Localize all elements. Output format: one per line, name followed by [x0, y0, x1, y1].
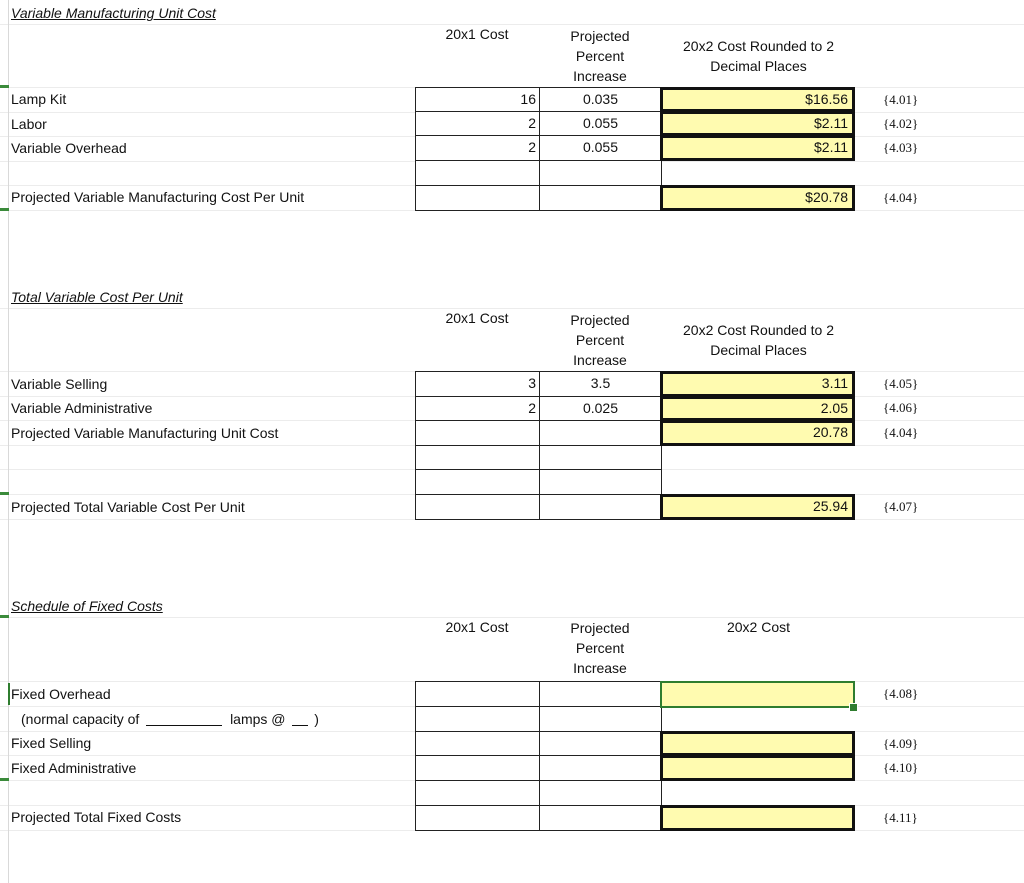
ref-label: {4.03}: [883, 140, 919, 155]
cell-empty[interactable]: [539, 805, 662, 831]
ref-label: {4.11}: [883, 810, 918, 825]
col-header-line: 20x2 Cost Rounded to 2: [683, 38, 834, 54]
ref-label: {4.02}: [883, 116, 919, 131]
cell-variable-admin-pct[interactable]: 0.025: [539, 396, 662, 421]
section-title-fixed-costs: Schedule of Fixed Costs: [11, 598, 163, 614]
col-header-20x1-cost: 20x1 Cost: [445, 619, 509, 635]
price-blank[interactable]: [292, 724, 308, 726]
col-header-20x2-cost: 20x2 Cost: [726, 619, 791, 635]
cell-empty[interactable]: [539, 185, 662, 211]
cell-variable-selling-pct[interactable]: 3.5: [539, 371, 662, 397]
ref-label: {4.08}: [883, 686, 919, 701]
cell-empty[interactable]: [415, 706, 540, 732]
cell-empty[interactable]: [415, 469, 540, 495]
cell-fixed-admin-20x2[interactable]: [660, 755, 855, 781]
col-header-line: Percent: [575, 48, 625, 64]
cell-empty[interactable]: [539, 706, 662, 732]
col-header-projected-percent: [539, 26, 661, 86]
row-label-lamp-kit: Lamp Kit: [11, 91, 67, 107]
col-header-line: Increase: [573, 660, 627, 676]
fill-handle[interactable]: [849, 703, 858, 712]
col-header-line: Increase: [573, 352, 627, 368]
ref-label: {4.05}: [883, 376, 919, 391]
row-label-projected-var-mfg-unit-cost: Projected Variable Manufacturing Unit Cost: [11, 425, 279, 441]
ref-label: {4.01}: [883, 92, 919, 107]
col-header-line: Projected: [570, 312, 630, 328]
col-header-20x1-cost: 20x1 Cost: [445, 310, 509, 326]
cell-lamp-kit-20x2[interactable]: $16.56: [660, 87, 855, 112]
cell-empty[interactable]: [539, 160, 662, 186]
cell-labor-cost[interactable]: 2: [415, 111, 540, 136]
cell-variable-admin-cost[interactable]: 2: [415, 396, 540, 421]
cell-empty[interactable]: [539, 755, 662, 781]
col-header-line: Percent: [575, 332, 625, 348]
row-label-fixed-selling: Fixed Selling: [11, 735, 92, 751]
col-header-line: Decimal Places: [710, 342, 807, 358]
row-label-projected-total-var-cost: Projected Total Variable Cost Per Unit: [11, 499, 245, 515]
cell-variable-selling-cost[interactable]: 3: [415, 371, 540, 397]
col-header-projected-percent: [539, 310, 661, 370]
cell-empty[interactable]: [539, 681, 662, 707]
cell-variable-selling-20x2[interactable]: 3.11: [660, 371, 855, 397]
cell-empty[interactable]: [415, 420, 540, 446]
cell-projected-var-mfg-20x2[interactable]: $20.78: [660, 185, 855, 211]
cell-empty[interactable]: [539, 780, 662, 806]
capacity-suffix: ): [314, 711, 319, 727]
cell-variable-overhead-pct[interactable]: 0.055: [539, 135, 662, 161]
cell-empty[interactable]: [539, 469, 662, 495]
cell-empty[interactable]: [415, 185, 540, 211]
cell-projected-total-fixed-20x2[interactable]: [660, 805, 855, 831]
cell-empty[interactable]: [415, 755, 540, 781]
cell-empty[interactable]: [415, 445, 540, 470]
cell-fixed-selling-20x2[interactable]: [660, 731, 855, 756]
cell-empty[interactable]: [539, 731, 662, 756]
row-label-variable-administrative: Variable Administrative: [11, 400, 153, 416]
row-label-variable-overhead: Variable Overhead: [11, 140, 127, 156]
ref-label: {4.07}: [883, 499, 919, 514]
cell-variable-overhead-cost[interactable]: 2: [415, 135, 540, 161]
cell-empty[interactable]: [539, 445, 662, 470]
cell-fixed-overhead-20x2-selected[interactable]: [660, 681, 855, 708]
cell-lamp-kit-pct[interactable]: 0.035: [539, 87, 662, 112]
cell-labor-20x2[interactable]: $2.11: [660, 111, 855, 136]
col-header-line: Decimal Places: [710, 58, 807, 74]
col-header-line: Percent: [575, 640, 625, 656]
cell-empty[interactable]: [415, 681, 540, 707]
col-header-line: 20x2 Cost Rounded to 2: [683, 322, 834, 338]
col-header-line: Projected: [570, 620, 630, 636]
cell-variable-admin-20x2[interactable]: 2.05: [660, 396, 855, 421]
row-label-fixed-overhead: Fixed Overhead: [11, 686, 111, 702]
cell-empty[interactable]: [415, 160, 540, 186]
section-title-variable-manufacturing: Variable Manufacturing Unit Cost: [11, 5, 216, 21]
row-label-variable-selling: Variable Selling: [11, 376, 108, 392]
cell-empty[interactable]: [539, 420, 662, 446]
capacity-prefix: (normal capacity of: [21, 711, 140, 727]
ref-label: {4.04}: [883, 425, 919, 440]
cell-projected-total-var-20x2[interactable]: 25.94: [660, 494, 855, 520]
cell-projected-var-mfg-unit-20x2[interactable]: 20.78: [660, 420, 855, 446]
col-header-20x1-cost: 20x1 Cost: [445, 26, 509, 42]
row-label-normal-capacity: [21, 710, 319, 728]
cell-empty[interactable]: [415, 494, 540, 520]
section-title-total-variable-cost: Total Variable Cost Per Unit: [11, 289, 183, 305]
col-header-rounded: [661, 320, 856, 360]
cell-labor-pct[interactable]: 0.055: [539, 111, 662, 136]
ref-label: {4.04}: [883, 190, 919, 205]
ref-label: {4.06}: [883, 400, 919, 415]
ref-label: {4.10}: [883, 760, 919, 775]
capacity-middle: lamps @: [230, 711, 286, 727]
cell-variable-overhead-20x2[interactable]: $2.11: [660, 135, 855, 161]
col-header-projected-percent: [539, 618, 661, 678]
col-header-line: Projected: [570, 28, 630, 44]
row-label-labor: Labor: [11, 116, 47, 132]
capacity-blank[interactable]: [146, 724, 222, 726]
cell-empty[interactable]: [415, 780, 540, 806]
row-label-fixed-administrative: Fixed Administrative: [11, 760, 137, 776]
row-label-projected-var-mfg-cost: Projected Variable Manufacturing Cost Per Unit: [11, 189, 305, 205]
cell-empty[interactable]: [415, 805, 540, 831]
col-header-line: Increase: [573, 68, 627, 84]
cell-empty[interactable]: [539, 494, 662, 520]
row-label-projected-total-fixed: Projected Total Fixed Costs: [11, 809, 182, 825]
ref-label: {4.09}: [883, 736, 919, 751]
col-header-rounded: [661, 36, 856, 76]
cell-empty[interactable]: [415, 731, 540, 756]
cell-lamp-kit-cost[interactable]: 16: [415, 87, 540, 112]
